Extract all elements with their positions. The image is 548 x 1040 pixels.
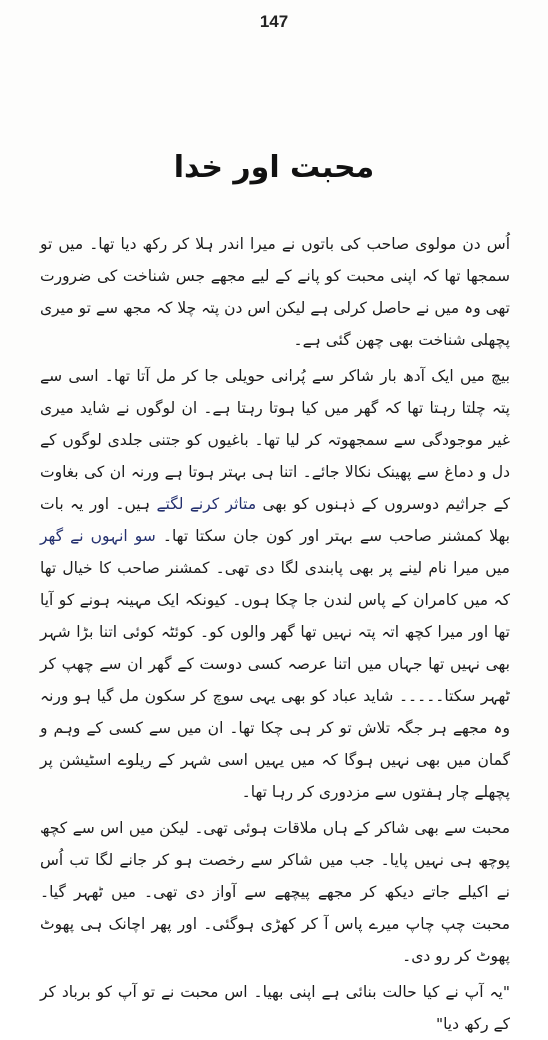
paragraph-1: اُس دن مولوی صاحب کی باتوں نے میرا اندر ہلا کر رکھ دیا تھا۔ میں تو سمجھا تھا کہ اپنی محبت کو پانے کے لیے مجھے جس شناخت کی ضرورت تھی وہ میں نے حاصل کرلی ہے لیکن اس دن پتہ چلا کہ مجھ سے تو میری پچھلی شناخت بھی چھن گئی ہے۔ xyxy=(40,235,510,349)
paragraph-2 xyxy=(40,360,510,808)
chapter-body xyxy=(40,228,510,1033)
paragraph-3: محبت سے بھی شاکر کے ہاں ملاقات ہوئی تھی۔ لیکن میں اس سے کچھ پوچھ ہی نہیں پایا۔ جب میں شاکر سے رخصت ہو کر جانے لگا تب اُس نے اکیلے جاتے دیکھ کر مجھے پیچھے سے آواز دی تھی۔ میں ٹھہر گیا۔ محبت چپ چاپ میرے پاس آ کر کھڑی ہوگئی۔ اور پھر اچانک ہی پھوٹ پھوٹ کر رو دی۔ xyxy=(40,819,510,965)
paragraph-2-part-2: ہیں۔ اور یہ بات بھلا کمشنر صاحب سے بہتر اور کون جان سکتا تھا۔ xyxy=(40,495,510,545)
page-number: 147 xyxy=(259,12,289,31)
paragraph-2-part-1: بیچ میں ایک آدھ بار شاکر سے پُرانی حویلی جا کر مل آتا تھا۔ اسی سے پتہ چلتا رہتا تھا کہ گھر میں کیا ہوتا رہتا ہے۔ ان لوگوں نے شاید میری غیر موجودگی سے سمجھوتہ کر لیا تھا۔ باغیوں کو جتنی جلدی لوگوں کے دل و دماغ سے پھینک نکالا جائے۔ اتنا ہی بہتر ہوتا ہے ورنہ ان کی بغاوت کے جراثیم دوسروں کے ذہنوں کو بھی xyxy=(40,367,510,513)
chapter-title: محبت اور خدا xyxy=(173,150,375,185)
paragraph-2-part-3: میں میرا نام لینے پر بھی پابندی لگا دی تھی۔ کمشنر صاحب کا خیال تھا کہ میں کامران کے پاس لندن جا چکا ہوں۔ کیونکہ ایک مہینہ ہونے کو آیا تھا اور میرا کچھ اتہ پتہ نہیں تھا گھر والوں کو۔ کوئٹہ کوئی اتنا بڑا شہر بھی نہیں تھا جہاں میں اتنا عرصہ کسی دوست کے گھر ان سے چھپ کر ٹھہر سکتا۔۔۔۔۔ شاید عباد کو بھی یہی سوچ کر سکون مل گیا ہو ورنہ وہ مجھے ہر جگہ تلاش تو کر ہی چکا تھا۔ ان میں سے کسی کے وہم و گمان میں بھی نہیں ہوگا کہ میں یہیں اسی شہر کے ریلوے اسٹیشن پر پچھلے چار ہفتوں سے مزدوری کر رہا تھا۔ xyxy=(40,559,510,801)
paragraph-2-highlight-1: متاثر کرنے لگتے xyxy=(156,495,257,513)
paragraph-2-highlight-2: سو انہوں نے گھر xyxy=(40,527,156,545)
paragraph-4: "یہ آپ نے کیا حالت بنائی ہے اپنی بھیا۔ اس محبت نے تو آپ کو برباد کر کے رکھ دیا" xyxy=(40,983,510,1033)
